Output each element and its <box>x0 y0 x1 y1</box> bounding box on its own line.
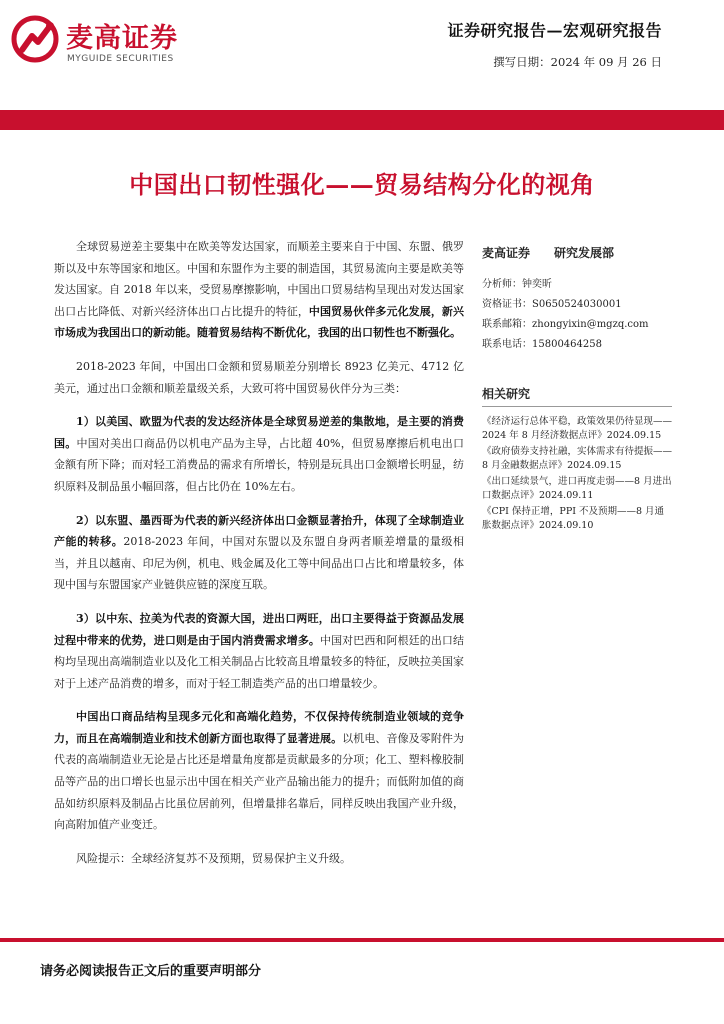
paragraph-1-text: 全球贸易逆差主要集中在欧美等发达国家，而顺差主要来自于中国、东盟、俄罗斯以及中东等国家和地区。中国和东盟作为主要的制造国，其贸易流向主要是欧美等发达国家。自 2018 年以来，受贸易摩擦影响，中国出口贸易结构呈现出对发达国家出口占比降低、对新兴经济体出口占比提升的特征， <box>54 240 464 318</box>
paragraph-6-highlight: 中国出口商品结构呈现多元化和高端化趋势，不仅保持传统制造业领域的竞争力，而且在高端制造业和技术创新方面也取得了显著进展。 <box>54 710 464 745</box>
paragraph-4-highlight: 2）以东盟、墨西哥为代表的新兴经济体出口金额显著抬升，体现了全球制造业产能的转移。 <box>54 513 464 549</box>
related-research-item[interactable]: 《出口延续景气，进口再度走弱——8 月进出口数据点评》2024.09.11 <box>482 476 672 501</box>
logo-text-cn: 麦高证券 <box>66 23 178 54</box>
risk-warning-text: 风险提示：全球经济复苏不及预期，贸易保护主义升级。 <box>76 851 351 865</box>
paragraph-5-text: 中国对巴西和阿根廷的出口结构均呈现出高端制造业以及化工相关制品占比较高且增量较多的特征，反映拉美国家对于上述产品消费的增多，而对于轻工制造类产品的出口增量较少。 <box>54 633 464 690</box>
analyst-phone: 联系电话：15800464258 <box>482 339 602 350</box>
paragraph-3-text: 中国对美出口商品仍以机电产品为主导，占比超 40%，但贸易摩擦后机电出口金额有所下降；而对轻工消费品的需求有所增长，特别是玩具出口金额增长明显，纺织原料及制品虽小幅回落，但占比仍在 10%左右。 <box>54 436 464 493</box>
paragraph-3-highlight: 1）以美国、欧盟为代表的发达经济体是全球贸易逆差的集散地，是主要的消费国。 <box>54 415 464 450</box>
paragraph-3 <box>54 411 464 497</box>
analyst-license: 资格证书：S0650524030001 <box>482 299 622 310</box>
related-research-title: 相关研究 <box>482 385 672 407</box>
header-bar <box>0 110 724 130</box>
risk-warning <box>54 848 464 870</box>
paragraph-6-text: 以机电、音像及零附件为代表的高端制造业无论是占比还是增量角度都是贡献最多的分项；化工、塑料橡胶制品等产品的出口增长也显示出中国在相关产业产品输出能力的提升；而低附加值的商品如纺织原料及制品占比虽位居前列，但增量排名靠后，同样反映出我国产业升级，向高附加值产业变迁。 <box>54 731 465 832</box>
paragraph-6 <box>54 706 464 836</box>
related-research-item[interactable]: 《政府债券支持社融，实体需求有待提振——8 月金融数据点评》2024.09.15 <box>482 446 673 471</box>
footer-divider <box>0 938 724 942</box>
logo-text-en: MYGUIDE SECURITIES <box>67 54 174 64</box>
sidebar-dept: 研究发展部 <box>554 246 615 260</box>
report-date: 撰写日期：2024 年 09 月 26 日 <box>493 55 662 69</box>
company-logo <box>10 14 190 72</box>
paragraph-5-highlight: 3）以中东、拉美为代表的资源大国，进出口两旺，出口主要得益于资源品发展过程中带来的优势，进口则是由于国内消费需求增多。 <box>54 611 464 647</box>
footer-disclaimer: 请务必阅读报告正文后的重要声明部分 <box>40 964 262 979</box>
analyst-name: 分析师：钟奕昕 <box>482 279 552 290</box>
related-research-item[interactable]: 《经济运行总体平稳，政策效果仍待显现——2024 年 8 月经济数据点评》2024.09.15 <box>482 416 673 441</box>
paragraph-1 <box>54 236 464 344</box>
paragraph-4-text: 2018-2023 年间，中国对东盟以及东盟自身两者顺差增量的量级相当，并且以越南、印尼为例，机电、贱金属及化工等中间品出口占比和增量较多，体现中国与东盟国家产业链供应链的深度互联。 <box>54 535 464 592</box>
report-type: 证券研究报告—宏观研究报告 <box>447 21 662 40</box>
paragraph-2 <box>54 356 464 399</box>
sidebar <box>482 244 672 535</box>
report-title: 中国出口韧性强化——贸易结构分化的视角 <box>129 170 595 199</box>
related-research-item[interactable]: 《CPI 保持正增，PPI 不及预期——8 月通胀数据点评》2024.09.10 <box>482 506 665 531</box>
paragraph-4 <box>54 510 464 596</box>
sidebar-org: 麦高证券 <box>482 246 531 260</box>
paragraph-1-highlight: 中国贸易伙伴多元化发展，新兴市场成为我国出口的新动能。随着贸易结构不断优化，我国的出口韧性也不断强化。 <box>54 304 465 340</box>
analyst-email[interactable]: 联系邮箱：zhongyixin@mgzq.com <box>482 319 649 330</box>
paragraph-5 <box>54 608 464 694</box>
report-body <box>54 236 464 881</box>
logo-emblem-icon <box>10 14 60 64</box>
sidebar-header <box>482 244 672 261</box>
paragraph-2-text: 2018-2023 年间，中国出口金额和贸易顺差分别增长 8923 亿美元、4712 亿美元，通过出口金额和顺差量级关系，大致可将中国贸易伙伴分为三类： <box>54 359 464 395</box>
